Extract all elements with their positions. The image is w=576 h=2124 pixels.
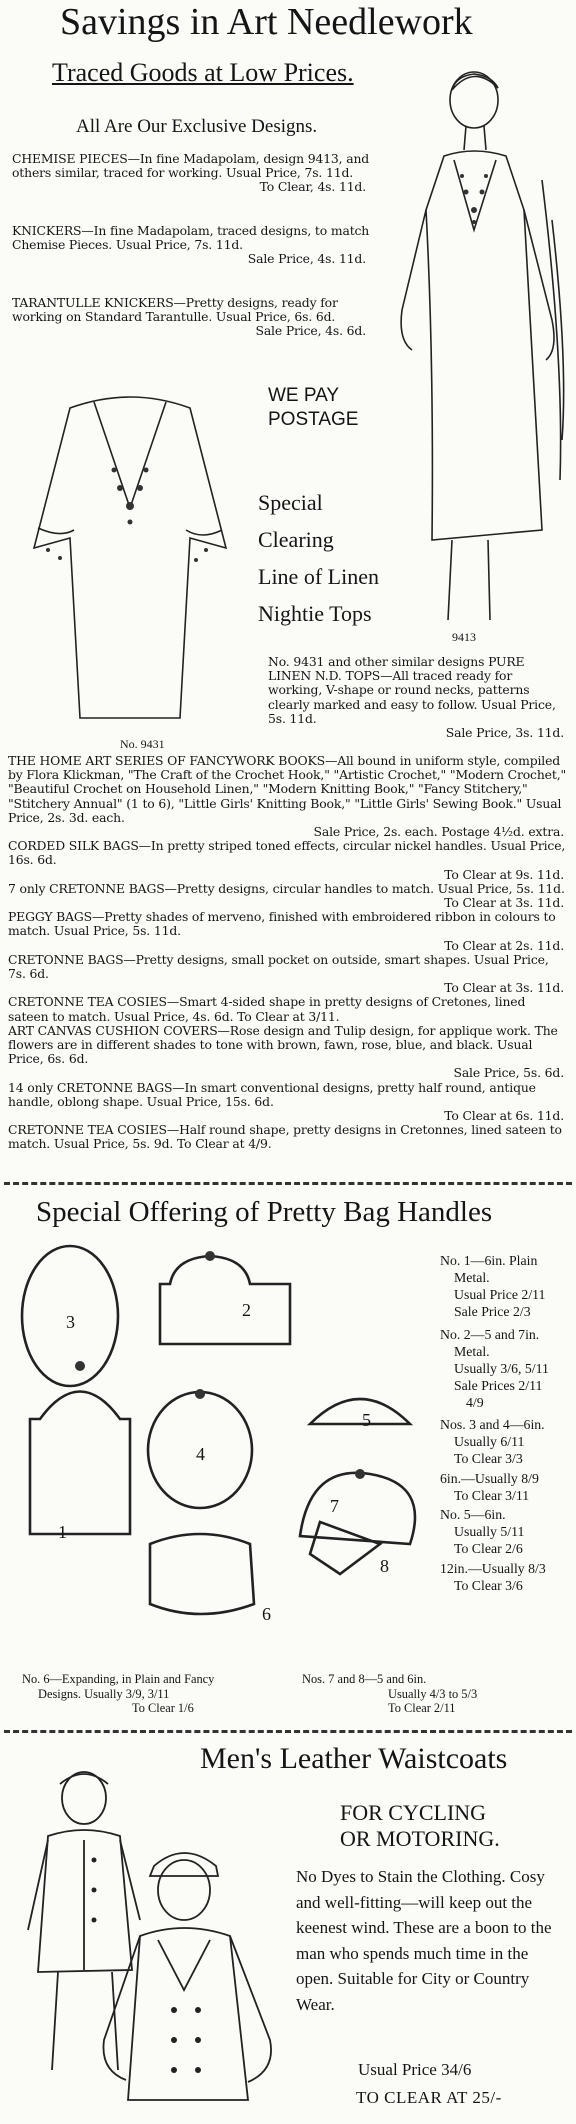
chemise-figure-illustration bbox=[392, 60, 572, 630]
handle-note-1: No. 1—6in. Plain Metal. Usual Price 2/11 Sale Price 2/3 bbox=[440, 1253, 546, 1319]
section-divider bbox=[4, 1182, 572, 1185]
handle-note-7-8: Nos. 7 and 8—5 and 6in. Usually 4/3 to 5/3 To Clear 2/11 bbox=[302, 1672, 478, 1716]
handle-number: 5 bbox=[362, 1410, 371, 1430]
handle-number: 1 bbox=[58, 1522, 67, 1542]
handle-number: 2 bbox=[242, 1300, 251, 1320]
figure-label-9413: 9413 bbox=[452, 630, 476, 644]
list-item: THE HOME ART SERIES OF FANCYWORK BOOKS—All bound in uniform style, compiled by Flora Klickman, "The Craft of the Crochet Hook," "Artistic Crochet," "Modern Crochet," "Beautiful Crochet on Household Linen," "Modern Knitting Book," "Fancy Stitchery," "Stitchery Annual" (1 to 6), "Little Girls' Knitting Book," "Little Girls' Sewing Book." Usual Price, 2s. 3d. each. Sale Price, 2s. each. Postage 4½d. extra. bbox=[8, 753, 567, 840]
waistcoats-title: Men's Leather Waistcoats bbox=[200, 1742, 508, 1775]
list-item: CRETONNE TEA COSIES—Smart 4-sided shape in pretty designs of Cretones, lined sateen to match. Usual Price, 4s. 6d. To Clear at 3/11. bbox=[8, 994, 526, 1024]
section-divider bbox=[4, 1730, 572, 1733]
list-item: No. 9431 and other similar designs PURE LINEN N.D. TOPS—All traced ready for working, V-shape or round necks, patterns clearly marked and easy to follow. Usual Price, 5s. 11d. Sale Price, 3s. 11d. bbox=[268, 654, 564, 741]
page-title: Savings in Art Needlework bbox=[60, 1, 473, 43]
list-item: CRETONNE TEA COSIES—Half round shape, pretty designs in Cretonnes, lined sateen to match. Usual Price, 5s. 9d. To Clear at 4/9. bbox=[8, 1122, 562, 1152]
handle-number: 6 bbox=[262, 1604, 271, 1624]
waistcoats-sale-price: TO CLEAR AT 25/- bbox=[356, 2088, 502, 2107]
handle-number: 4 bbox=[196, 1444, 205, 1464]
bag-handles-title: Special Offering of Pretty Bag Handles bbox=[36, 1196, 493, 1228]
handle-note-3: Nos. 3 and 4—6in. Usually 6/11 To Clear 3/3 bbox=[440, 1417, 545, 1466]
list-item: 14 only CRETONNE BAGS—In smart conventional designs, pretty half round, antique handle, oblong shape. Usual Price, 15s. 6d. To Clear at 6s. 11d. bbox=[8, 1079, 564, 1124]
handle-note-5: No. 5—6in. Usually 5/11 To Clear 2/6 bbox=[440, 1507, 525, 1556]
fancywork-list bbox=[8, 754, 568, 1152]
waistcoats-description: No Dyes to Stain the Clothing. Cosy and well-fitting—will keep out the keenest wind. These are a boon to the man who spends much time in the open. Suitable for City or Country Wear. bbox=[296, 1867, 552, 2014]
page-subtitle: Traced Goods at Low Prices. bbox=[52, 58, 354, 87]
handle-note-6: 12in.—Usually 8/3 To Clear 3/6 bbox=[440, 1561, 546, 1593]
list-item: CORDED SILK BAGS—In pretty striped toned effects, circular nickel handles. Usual Price, 16s. 6d. To Clear at 9s. 11d. bbox=[8, 838, 566, 882]
bag-handles-illustration bbox=[10, 1244, 430, 1654]
waistcoats-usual-price: Usual Price 34/6 bbox=[358, 2060, 472, 2079]
clearing-headline: Special Clearing Line of Linen Nightie Tops bbox=[258, 490, 379, 626]
handle-note-6-expanding: No. 6—Expanding, in Plain and Fancy Designs. Usually 3/9, 3/11 To Clear 1/6 bbox=[22, 1672, 215, 1716]
list-item: 7 only CRETONNE BAGS—Pretty designs, circular handles to match. Usual Price, 5s. 11d. To Clear at 3s. 11d. bbox=[8, 880, 565, 911]
nightie-top-illustration bbox=[30, 388, 230, 728]
cyclists-illustration bbox=[8, 1740, 288, 2120]
handle-number: 7 bbox=[330, 1496, 339, 1516]
list-item: KNICKERS—In fine Madapolam, traced designs, to match Chemise Pieces. Usual Price, 7s. 11d. Sale Price, 4s. 11d. bbox=[12, 223, 370, 267]
figure-label-9431: No. 9431 bbox=[120, 737, 165, 751]
handle-number: 3 bbox=[66, 1312, 75, 1332]
handle-number: 8 bbox=[380, 1556, 389, 1576]
waistcoats-subtitle: FOR CYCLING OR MOTORING. bbox=[340, 1800, 500, 1851]
handle-note-4: 6in.—Usually 8/9 To Clear 3/11 bbox=[440, 1471, 539, 1503]
postage-notice: WE PAY POSTAGE bbox=[268, 385, 359, 430]
list-item: ART CANVAS CUSHION COVERS—Rose design and Tulip design, for applique work. The flowers are in different shades to tone with brown, fawn, rose, blue, and black. Usual Price, 6s. 6d. Sale Price, 5s. 6d. bbox=[8, 1022, 564, 1081]
list-item: CHEMISE PIECES—In fine Madapolam, design 9413, and others similar, traced for working. Usual Price, 7s. 11d. To Clear, 4s. 11d. bbox=[12, 151, 370, 195]
list-item: PEGGY BAGS—Pretty shades of merveno, finished with embroidered ribbon in colours to match. Usual Price, 5s. 11d. To Clear at 2s. 11d. bbox=[8, 909, 564, 953]
list-item: TARANTULLE KNICKERS—Pretty designs, ready for working on Standard Tarantulle. Usual Price, 6s. 6d. Sale Price, 4s. 6d. bbox=[12, 295, 366, 339]
tagline: All Are Our Exclusive Designs. bbox=[76, 116, 318, 137]
handle-note-2: No. 2—5 and 7in. Metal. Usually 3/6, 5/11 Sale Prices 2/11 4/9 bbox=[440, 1327, 549, 1410]
list-item: CRETONNE BAGS—Pretty designs, small pocket on outside, smart shapes. Usual Price, 7s. 6d. To Clear at 3s. 11d. bbox=[8, 951, 564, 996]
